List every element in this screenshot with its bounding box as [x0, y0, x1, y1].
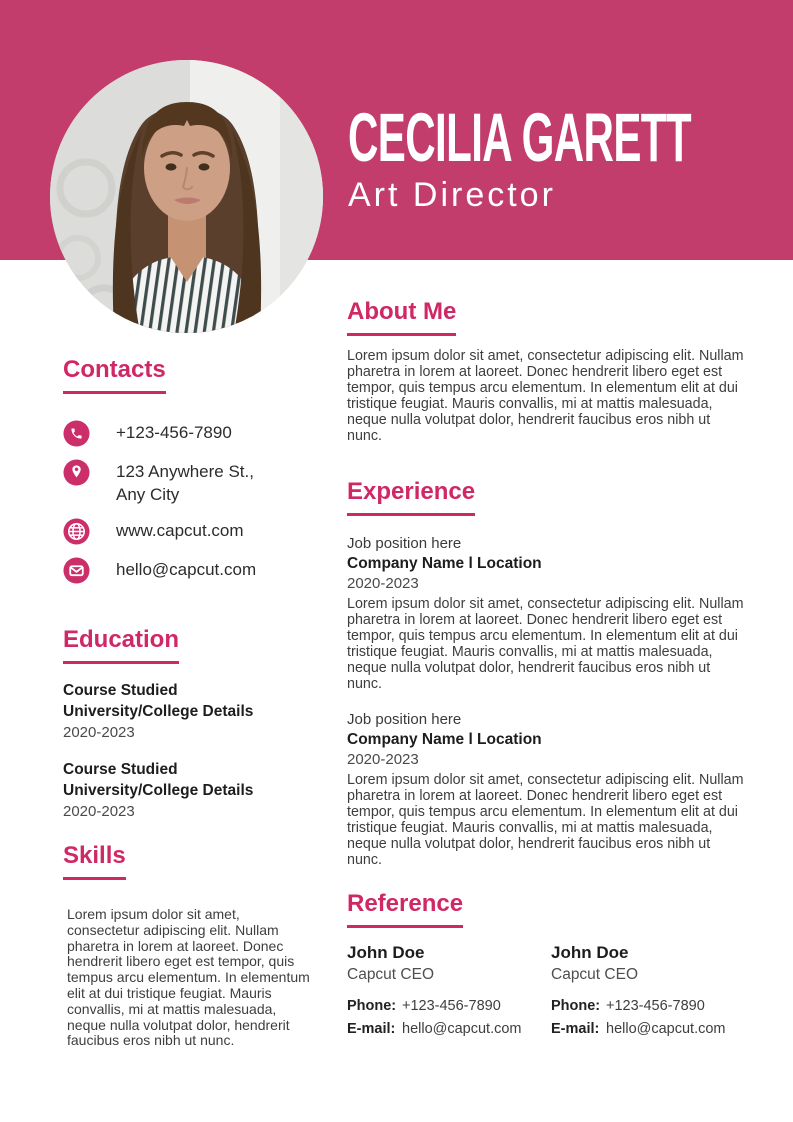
job-description: Lorem ipsum dolor sit amet, consectetur adipiscing elit. Nullam pharetra in lorem at laoreet. Donec hendrerit libero eget est tempor, quis tempus arcu elementum. In elementum elit at dui tristique feugiat. Mauris convallis, mi at mattis malesuada, neque nulla volutpat dolor, hendrerit faucibus eros nibh ut nunc. [347, 596, 744, 692]
reference-role: Capcut CEO [347, 966, 435, 983]
contact-list [63, 420, 315, 584]
job-company: Company Name l Location [347, 731, 542, 748]
contact-row-phone [63, 420, 315, 447]
experience-entry [347, 534, 745, 692]
education-years: 2020-2023 [63, 724, 135, 741]
about-text: Lorem ipsum dolor sit amet, consectetur adipiscing elit. Nullam pharetra in lorem at laoreet. Donec hendrerit libero eget est tempor, quis tempus arcu elementum. In elementum elit at dui tristique feugiat. Mauris convallis, mi at mattis malesuada, neque nulla volutpat dolor, hendrerit faucibus eros nibh ut nunc. [347, 348, 744, 444]
education-heading: Education [63, 628, 179, 664]
job-years: 2020-2023 [347, 751, 419, 768]
contact-row-website [63, 518, 315, 545]
job-company: Company Name l Location [347, 555, 542, 572]
education-item [63, 759, 315, 822]
phone-label: Phone: [347, 998, 397, 1014]
contacts-heading: Contacts [63, 358, 166, 394]
skills-section [63, 844, 315, 1049]
reference-email-line [347, 1021, 541, 1038]
phone-value: +123-456-7890 [606, 998, 705, 1014]
education-course: Course Studied [63, 682, 178, 699]
reference-contacts [551, 998, 745, 1038]
phone-label: Phone: [551, 998, 601, 1014]
education-years: 2020-2023 [63, 803, 135, 820]
email-icon [63, 557, 90, 584]
contact-email: hello@capcut.com [116, 560, 257, 579]
skills-heading: Skills [63, 844, 126, 880]
reference-phone-line [551, 998, 745, 1015]
experience-heading: Experience [347, 480, 475, 516]
about-heading: About Me [347, 300, 456, 336]
reference-contacts [347, 998, 541, 1038]
address-line-1: 123 Anywhere St., [116, 462, 254, 481]
email-value: hello@capcut.com [606, 1021, 726, 1037]
reference-row [347, 942, 745, 1038]
email-label: E-mail: [347, 1021, 396, 1037]
name-block [348, 99, 793, 214]
contact-row-email [63, 557, 315, 584]
education-school: University/College Details [63, 703, 254, 720]
contact-row-address [63, 459, 315, 506]
reference-phone-line [347, 998, 541, 1015]
person-job-title: Art Director [348, 176, 556, 214]
education-item [63, 680, 315, 743]
experience-entry [347, 710, 745, 868]
skills-text: Lorem ipsum dolor sit amet, consectetur adipiscing elit. Nullam pharetra in lorem at laoreet. Donec hendrerit libero eget est tempor, quis tempus arcu elementum. In elementum elit at dui tristique feugiat. Mauris convallis, mi at mattis malesuada, neque nulla volutpat dolor, hendrerit faucibus eros nibh ut nunc. [67, 906, 310, 1049]
contact-phone: +123-456-7890 [116, 423, 232, 442]
email-label: E-mail: [551, 1021, 600, 1037]
contact-website: www.capcut.com [116, 521, 244, 540]
phone-icon [63, 420, 90, 447]
reference-entry [551, 942, 745, 1038]
reference-heading: Reference [347, 892, 463, 928]
education-course: Course Studied [63, 761, 178, 778]
phone-value: +123-456-7890 [402, 998, 501, 1014]
sidebar [63, 358, 315, 1049]
experience-section [347, 480, 745, 868]
globe-icon [63, 518, 90, 545]
person-name: CECILIA GARETT [348, 99, 691, 176]
location-icon [63, 459, 90, 486]
job-years: 2020-2023 [347, 575, 419, 592]
reference-entry [347, 942, 541, 1038]
job-position: Job position here [347, 535, 462, 552]
contact-address [116, 459, 254, 506]
reference-section [347, 892, 745, 1038]
job-description: Lorem ipsum dolor sit amet, consectetur adipiscing elit. Nullam pharetra in lorem at laoreet. Donec hendrerit libero eget est tempor, quis tempus arcu elementum. In elementum elit at dui tristique feugiat. Mauris convallis, mi at mattis malesuada, neque nulla volutpat dolor, hendrerit faucibus eros nibh ut nunc. [347, 772, 744, 868]
contacts-section [63, 358, 315, 584]
reference-name: John Doe [551, 943, 629, 962]
profile-photo [50, 60, 323, 333]
address-line-2: Any City [116, 485, 180, 504]
main-column [347, 300, 745, 1038]
email-value: hello@capcut.com [402, 1021, 522, 1037]
reference-name: John Doe [347, 943, 425, 962]
education-section [63, 628, 315, 822]
education-school: University/College Details [63, 782, 254, 799]
reference-email-line [551, 1021, 745, 1038]
portrait-illustration [50, 60, 323, 333]
reference-role: Capcut CEO [551, 966, 639, 983]
about-section [347, 300, 745, 444]
job-position: Job position here [347, 711, 462, 728]
